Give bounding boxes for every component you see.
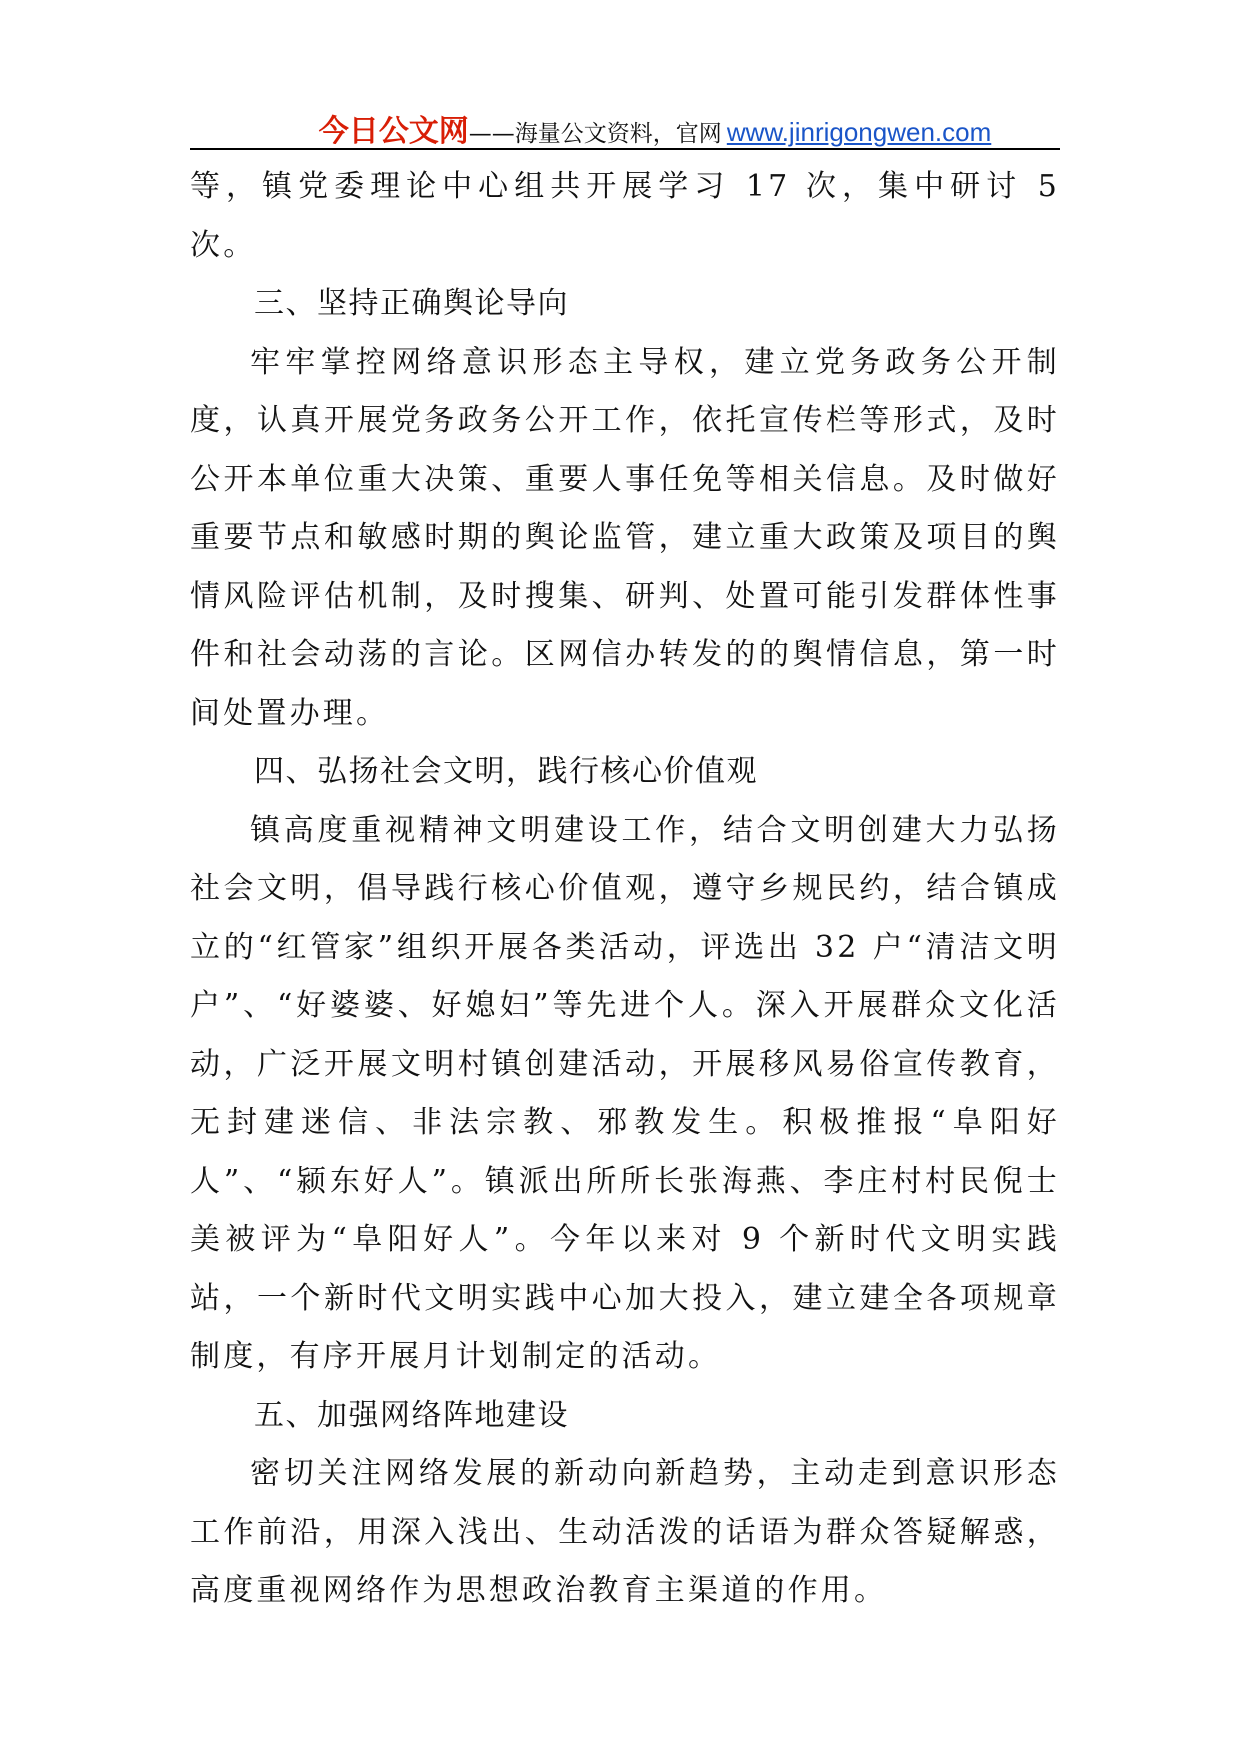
- document-body: [190, 158, 1060, 1621]
- section-heading-3: 三、坚持正确舆论导向: [254, 286, 569, 321]
- continuation-paragraph: 等，镇党委理论中心组共开展学习 17 次，集中研讨 5 次。: [190, 169, 1060, 263]
- header-line: [319, 100, 992, 150]
- section-paragraph-3: 牢牢掌控网络意识形态主导权，建立党务政务公开制度，认真开展党务政务公开工作，依托宣传栏等形式，及时公开本单位重大决策、重要人事任免等相关信息。及时做好重要节点和敏感时期的舆论监管，建立重大政策及项目的舆情风险评估机制，及时搜集、研判、处置可能引发群体性事件和社会动荡的言论。区网信办转发的的舆情信息，第一时间处置办理。: [190, 344, 1060, 731]
- section-heading-5: 五、加强网络阵地建设: [254, 1397, 569, 1433]
- header-tagline: ——海量公文资料，官网: [468, 121, 722, 147]
- section-paragraph-5: 密切关注网络发展的新动向新趋势，主动走到意识形态工作前沿，用深入浅出、生动活泼的话语为群众答疑解惑，高度重视网络作为思想政治教育主渠道的作用。: [190, 1456, 1060, 1608]
- brand-name: 今日公文网: [318, 114, 469, 149]
- section-paragraph-4: 镇高度重视精神文明建设工作，结合文明创建大力弘扬社会文明，倡导践行核心价值观，遵守乡规民约，结合镇成立的“红管家”组织开展各类活动，评选出 32 户“清洁文明户”、“好婆婆、好媳妇”等先进个人。深入开展群众文化活动，广泛开展文明村镇创建活动，开展移风易俗宣传教育，无封建迷信、非法宗教、邪教发生。积极推报“阜阳好人”、“颍东好人”。镇派出所所长张海燕、李庄村村民倪士美被评为“阜阳好人”。今年以来对 9 个新时代文明实践站，一个新时代文明实践中心加大投入，建立建全各项规章制度，有序开展月计划制定的活动。: [190, 812, 1060, 1374]
- page-header: [190, 100, 1060, 150]
- section-heading-4: 四、弘扬社会文明，践行核心价值观: [254, 754, 758, 789]
- site-link[interactable]: www.jinrigongwen.com: [726, 117, 992, 147]
